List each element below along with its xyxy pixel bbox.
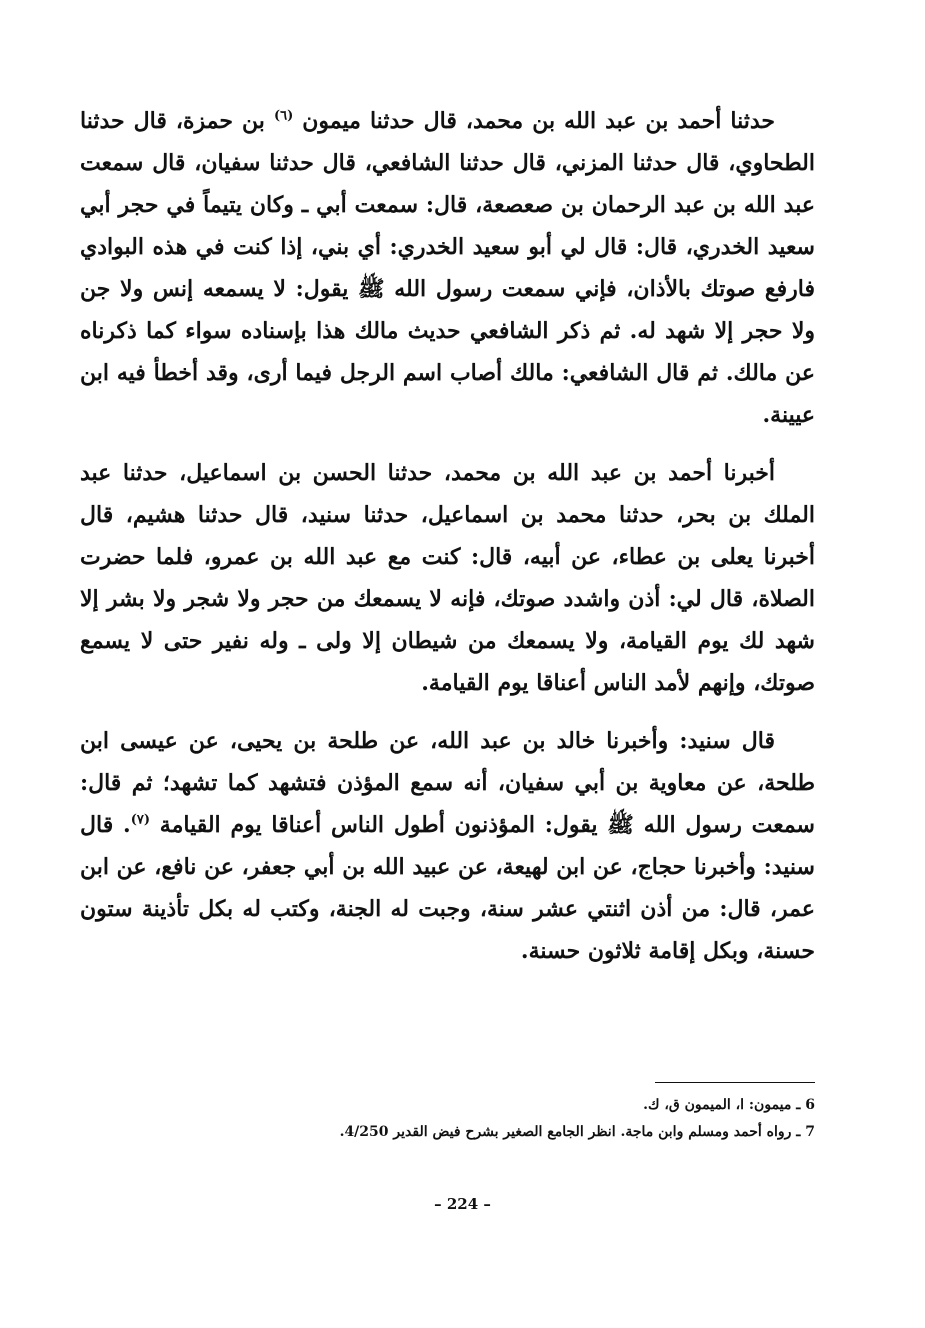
paragraph-2 bbox=[80, 452, 815, 704]
footnote-marker-7: (٧) bbox=[130, 812, 150, 828]
paragraph-3-text-a: قال سنيد: وأخبرنا خالد بن عبد الله، عن طلحة بن يحيى، عن عيسى ابن طلحة، عن معاوية بن أبي سفيان، أنه سمع المؤذن فتشهد كما تشهد؛ ثم قال: سمعت رسول الله ﷺ يقول: المؤذنون أطول الناس أعناقا يوم القيامة bbox=[80, 728, 815, 838]
paragraph-2-text: أخبرنا أحمد بن عبد الله بن محمد، حدثنا الحسن بن اسماعيل، حدثنا عبد الملك بن بحر، حدثنا محمد بن اسماعيل، حدثنا سنيد، قال حدثنا هشيم، قال أخبرنا يعلى بن عطاء، عن أبيه، قال: كنت مع عبد الله بن عمرو، فلما حضرت الصلاة، قال لي: أذن واشدد صوتك، فإنه لا يسمعك من حجر ولا شجر ولا بشر إلا شهد لك يوم القيامة، ولا يسمعك من شيطان إلا ولى ـ وله نفير حتى لا يسمع صوتك، وإنهم لأمد الناس أعناقا يوم القيامة. bbox=[80, 460, 815, 696]
page-body bbox=[80, 100, 815, 972]
paragraph-1-text-a: حدثنا أحمد بن عبد الله بن محمد، قال حدثنا ميمون bbox=[293, 108, 775, 134]
footnote-6: 6 ـ ميمون: ا، الميمون ق، ك. bbox=[643, 1097, 815, 1113]
footnote-marker-6: (٦) bbox=[273, 108, 294, 124]
footnote-7: 7 ـ رواه أحمد ومسلم وابن ماجة. انظر الجامع الصغير بشرح فيض القدير 4/250. bbox=[339, 1124, 815, 1140]
paragraph-3 bbox=[80, 720, 815, 972]
footnotes bbox=[110, 1092, 815, 1146]
footnote-divider bbox=[655, 1082, 815, 1083]
paragraph-3-text-b: . قال سنيد: وأخبرنا حجاج، عن ابن لهيعة، عن عبيد الله بن أبي جعفر، عن نافع، عن ابن عمر، قال: من أذن اثنتي عشر سنة، وجبت له الجنة، وكتب له بكل تأذينة ستون حسنة، وبكل إقامة ثلاثون حسنة. bbox=[80, 812, 815, 964]
page-number: – 224 – bbox=[434, 1195, 491, 1213]
paragraph-1-text-b: بن حمزة، قال حدثنا الطحاوي، قال حدثنا المزني، قال حدثنا الشافعي، قال حدثنا سفيان، قال سمعت عبد الله بن عبد الرحمان بن صعصعة، قال: سمعت أبي ـ وكان يتيماً في حجر أبي سعيد الخدري، قال: قال لي أبو سعيد الخدري: أي بني، إذا كنت في هذه البوادي فارفع صوتك بالأذان، فإني سمعت رسول الله ﷺ يقول: لا يسمعه إنس ولا جن ولا حجر إلا شهد له. ثم ذكر الشافعي حديث مالك هذا بإسناده سواء كما ذكرناه عن مالك. ثم قال الشافعي: مالك أصاب اسم الرجل فيما أرى، وقد أخطأ فيه ابن عيينة. bbox=[80, 108, 815, 428]
paragraph-1 bbox=[80, 100, 815, 436]
